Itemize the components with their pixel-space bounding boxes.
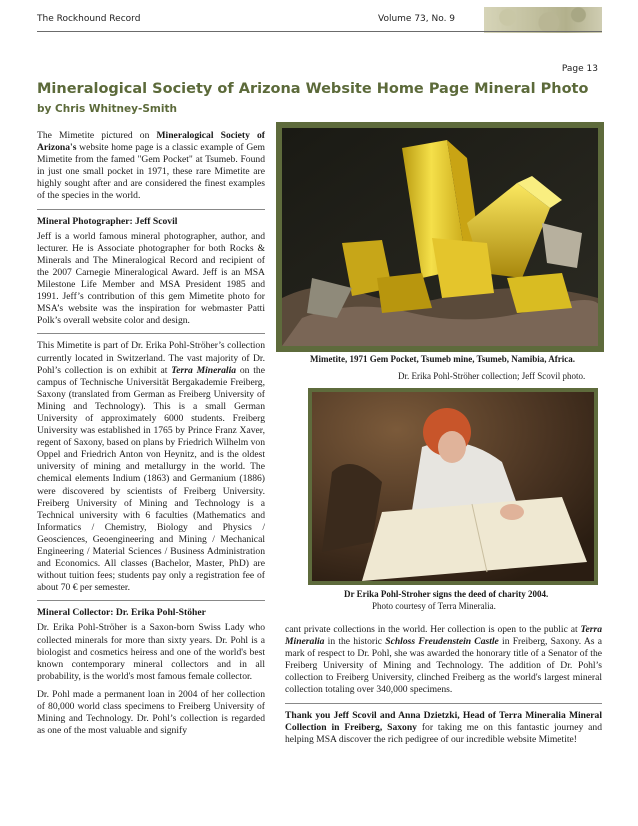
intro-paragraph <box>37 130 265 203</box>
continuation-text-start: cant private collections in the world. Her collection is open to the public at <box>285 624 581 635</box>
section-divider <box>37 333 265 334</box>
photographer-paragraph: Jeff is a world famous mineral photographer, author, and lecturer. He is Associate photographer for both Rocks & Minerals and The Mineralogical Record and recipient of the 2007 Carnegie Mineralogical Award. Jeff is an MSA Milestone Life Member and MSA President 1985 and 1991. Jeff’s contribution of this gem Mimetite photo for MSA’s website was the inspiration for webmaster Patti Polk’s overall website color and design. <box>37 230 265 327</box>
terra-mineralia-name: Terra Mineralia <box>171 364 237 376</box>
castle-name: Schloss Freudenstein Castle <box>385 636 499 648</box>
collection-text-end: on the campus of Technische Universität Bergakademie Freiberg, Saxony (translated from German as Freiberg University of Mining and Technology). This is a small German University of approximately 6000 students. Freiberg University was established in 1765 by Prince Franz Xaver, regent of Saxony, based on plans by Friedrich Wilhelm von Oppel and Friedrich Anton von Heynitz, and is the oldest university of mining and metallurgy in the world. The chemical elements Indium (1863) and Germanium (1886) were discovered by scientists of Freiberg University. Freiberg University of Mining and Technology is a Technical university with 6 faculties (Mathematics and Informatics / Chemistry, Biology and Physics / Geosciences, Geoengineering and Mining / Mechanical Engineering / Material Sciences / Business Administration and Economics. All classes (Bachelor, Master, PhD) are without tuition fees; students pay only a registration fee of about 70 € per semester. <box>37 364 265 594</box>
intro-society-name: Mineralogical Society of Arizona's <box>37 130 265 154</box>
signing-photo-frame <box>308 388 598 585</box>
collector-paragraph-2: Dr. Pohl made a permanent loan in 2004 of her collection of 80,000 world class specimens to Freiberg University of Mining and Technology. Dr. Pohl’s collection is regarded as one of the most valuable and signify <box>37 688 265 737</box>
section-divider <box>37 600 265 601</box>
right-column <box>285 624 602 752</box>
terra-mineralia-name: Terra Mineralia <box>285 624 602 648</box>
continuation-paragraph <box>285 624 602 697</box>
publication-name: The Rockhound Record <box>37 14 141 24</box>
photographer-heading: Mineral Photographer: Jeff Scovil <box>37 215 178 227</box>
intro-text-start: The Mimetite pictured on <box>37 130 157 141</box>
mimetite-caption-credit: Dr. Erika Pohl-Ströher collection; Jeff Scovil photo. <box>398 371 586 381</box>
mimetite-caption-title: Mimetite, 1971 Gem Pocket, Tsumeb mine, Tsumeb, Namibia, Africa. <box>310 354 575 364</box>
header-rule <box>37 31 602 32</box>
signing-photo <box>312 392 594 581</box>
mimetite-photo-frame <box>276 122 604 352</box>
header-texture-image <box>484 7 602 33</box>
page-number: Page 13 <box>561 64 598 74</box>
article-byline: by Chris Whitney-Smith <box>37 103 177 115</box>
article-title: Mineralogical Society of Arizona Website Home Page Mineral Photo <box>37 81 589 97</box>
mimetite-photo <box>282 128 598 346</box>
collection-paragraph <box>37 340 265 594</box>
intro-text-end: website home page is a classic example of Gem Mimetite from the famed "Gem Pocket" at Tsumeb. Found in just one small pocket in 1971, these rare Mimetite are highly sought after and are considered the finest examples of the species in the world. <box>37 142 265 202</box>
thanks-text: for taking me on this fantastic journey and helping MSA discover the rich pedigree of our incredible website Mimetite! <box>285 721 602 745</box>
section-divider <box>285 703 602 704</box>
signing-caption-title: Dr Erika Pohl-Stroher signs the deed of charity 2004. <box>344 589 549 599</box>
continuation-text-mid: in the historic <box>324 636 386 648</box>
volume-number: Volume 73, No. 9 <box>378 14 456 24</box>
continuation-text-end: in Freiberg, Saxony. As a mark of respect to Dr. Pohl, she was awarded the honorary title of a Senator of the Freiberg University of Mining and Technology. The addition of Dr. Pohl’s collection to Freiberg University, clinched Freiberg as the world's largest mineral collection totaling over 340,000 specimens. <box>285 636 602 696</box>
collector-paragraph-1: Dr. Erika Pohl-Ströher is a Saxon-born Swiss Lady who collected minerals for more than sixty years. Dr. Pohl is a biologist and cosmetics heiress and one of the world's best known contemporary mineral collectors and in all probability, is the world's most famous female collector. <box>37 622 265 682</box>
collection-text-start: This Mimetite is part of Dr. Erika Pohl-Ströher’s collection currently located in Switzerland. The vast majority of Dr. Pohl’s collection is on exhibit at <box>37 340 265 376</box>
thanks-names: Thank you Jeff Scovil and Anna Dzietzki, Head of Terra Mineralia Mineral Collection in Freiberg, Saxony <box>285 709 602 733</box>
thanks-paragraph <box>285 710 602 746</box>
collector-heading: Mineral Collector: Dr. Erika Pohl-Stöher <box>37 607 206 619</box>
signing-caption-credit: Photo courtesy of Terra Mineralia. <box>372 601 496 611</box>
section-divider <box>37 209 265 210</box>
left-column <box>37 130 265 743</box>
